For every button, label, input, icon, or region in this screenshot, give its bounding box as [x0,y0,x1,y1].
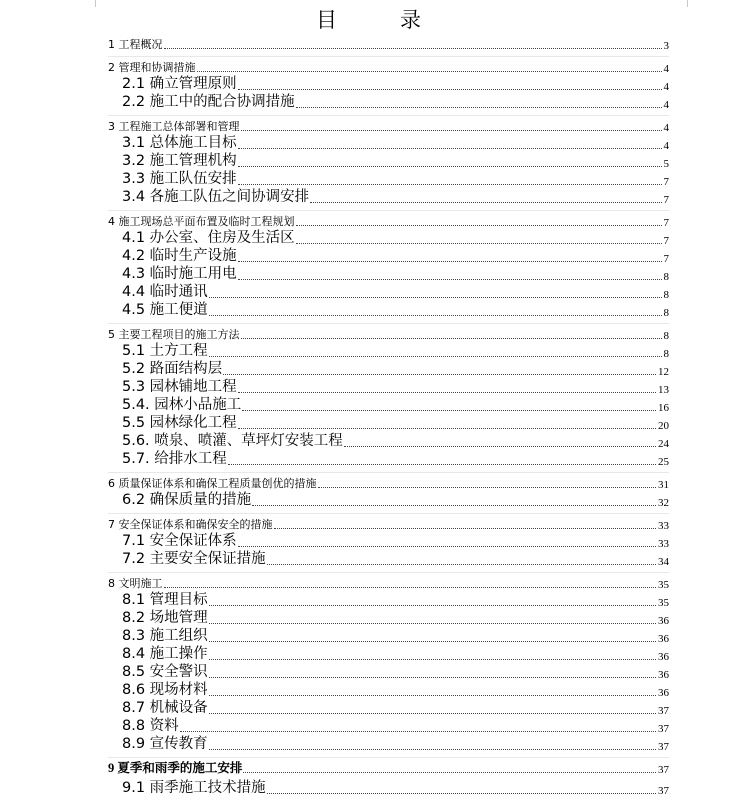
section-separator [108,56,669,57]
toc-entry-page: 7 [663,176,669,188]
toc-entry-page: 13 [658,384,669,396]
dot-leader [209,677,656,678]
toc-entry[interactable] [122,92,669,111]
toc-entry-title: 5.4. 园林小品施工 [122,397,242,413]
toc-entry-title: 8.6 现场材料 [122,682,208,698]
toc-entry-page: 36 [658,615,669,627]
toc-entry-page: 4 [663,122,669,134]
dot-leader [209,315,662,316]
dot-leader [209,713,656,714]
toc-entry-title: 4.5 施工便道 [122,302,208,318]
toc-entry-title: 7.2 主要安全保证措施 [122,551,266,567]
dot-leader [238,166,662,167]
toc-entry-title: 7.1 安全保证体系 [122,533,237,549]
toc-entry-page: 35 [658,579,669,591]
toc-entry[interactable] [122,449,669,468]
toc-entry-title: 5.7. 给排水工程 [122,451,227,467]
toc-entry-title: 6 质量保证体系和确保工程质量创优的措施 [108,477,317,490]
toc-entry-title: 8 文明施工 [108,577,163,590]
toc-entry-title: 5.5 园林绿化工程 [122,415,237,431]
toc-entry-page: 24 [658,438,669,450]
toc-entry-title: 3.2 施工管理机构 [122,153,237,169]
toc-entry[interactable] [122,490,669,509]
dot-leader [238,261,662,262]
toc-entry-page: 4 [663,140,669,152]
dot-leader [296,243,662,244]
toc-entry-title: 8.9 宣传教育 [122,736,208,752]
dot-leader [296,225,662,226]
dot-leader [209,605,656,606]
toc-entry-title: 2.1 确立管理原则 [122,76,237,92]
dot-leader [209,356,662,357]
toc-entry-page: 8 [663,307,669,319]
toc-entry-page: 3 [663,40,669,52]
toc-entry-page: 5 [663,158,669,170]
toc-entry-page: 33 [658,538,669,550]
toc-entry-page: 4 [663,99,669,111]
dot-leader [209,749,656,750]
toc-entry-page: 32 [658,497,669,509]
toc-entry-title: 5.3 园林铺地工程 [122,379,237,395]
section-separator [108,323,669,324]
toc-entry[interactable] [122,778,669,797]
toc-entry-title: 3 工程施工总体部署和管理 [108,120,240,133]
toc-entry[interactable] [122,187,669,206]
dot-leader [209,641,656,642]
dot-leader [296,107,662,108]
toc-entry-page: 7 [663,217,669,229]
toc-entry-page: 16 [658,402,669,414]
toc-entry[interactable] [108,37,669,52]
section-separator [108,210,669,211]
dot-leader [228,464,656,465]
toc-entry[interactable] [122,734,669,753]
toc-entry-page: 25 [658,456,669,468]
toc-entry-page: 31 [658,479,669,491]
section-separator [108,572,669,573]
dot-leader [252,505,656,506]
toc-entry-page: 37 [658,741,669,753]
toc-entry-page: 8 [663,289,669,301]
toc-entry-title: 2.2 施工中的配合协调措施 [122,94,295,110]
toc-entry-title: 8.7 机械设备 [122,700,208,716]
toc-entry-title: 9 夏季和雨季的施工安排 [108,761,243,775]
toc-entry-title: 2 管理和协调措施 [108,61,196,74]
dot-leader [209,297,662,298]
dot-leader [267,793,656,794]
section-separator [108,757,669,758]
section-separator [108,513,669,514]
toc-entry-title: 4.1 办公室、住房及生活区 [122,230,295,246]
toc-entry-page: 33 [658,520,669,532]
dot-leader [238,279,662,280]
toc-entry-title: 8.8 资料 [122,718,179,734]
dot-leader [318,487,657,488]
dot-leader [209,659,656,660]
toc-entry-page: 36 [658,651,669,663]
toc-entry-title: 5.2 路面结构层 [122,361,223,377]
toc-entry-page: 12 [658,366,669,378]
toc-entry-title: 3.4 各施工队伍之间协调安排 [122,189,310,205]
dot-leader [164,587,657,588]
toc-entry-page: 8 [663,330,669,342]
dot-leader [197,71,662,72]
toc-entry-title: 8.4 施工操作 [122,646,208,662]
dot-leader [243,772,656,773]
dot-leader [242,410,656,411]
dot-leader [274,528,657,529]
dot-leader [238,546,656,547]
toc-entry-title: 8.5 安全警识 [122,664,208,680]
toc-entry-page: 37 [658,785,669,797]
toc-entry-page: 7 [663,253,669,265]
toc-entry-title: 4.2 临时生产设施 [122,248,237,264]
toc-entry-title: 7 安全保证体系和确保安全的措施 [108,518,273,531]
toc-entry-title: 8.1 管理目标 [122,592,208,608]
toc-entry-page: 7 [663,194,669,206]
dot-leader [209,623,656,624]
dot-leader [209,695,656,696]
toc-entry-page: 4 [663,81,669,93]
dot-leader [164,48,662,49]
dot-leader [344,446,656,447]
dot-leader [180,731,656,732]
toc-entry-page: 20 [658,420,669,432]
toc-entry-title: 5.1 土方工程 [122,343,208,359]
dot-leader [238,89,662,90]
toc-entry-title: 5.6. 喷泉、喷灌、草坪灯安装工程 [122,433,343,449]
toc-title-text: 目 录 [316,8,421,32]
toc-entry[interactable] [122,300,669,319]
toc-entry-title: 3.1 总体施工目标 [122,135,237,151]
toc-entry[interactable] [122,549,669,568]
toc-entry-page: 4 [663,63,669,75]
toc-entry-page: 36 [658,669,669,681]
toc-entry-title: 4 施工现场总平面布置及临时工程规划 [108,215,295,228]
toc-entry-title: 4.4 临时通讯 [122,284,208,300]
section-separator [108,472,669,473]
toc-entry-page: 7 [663,235,669,247]
dot-leader [267,564,656,565]
toc-entry-page: 37 [658,705,669,717]
toc-entry-title: 1 工程概况 [108,38,163,51]
toc-entry-page: 37 [658,764,669,776]
toc-entry-title: 4.3 临时施工用电 [122,266,237,282]
dot-leader [238,392,656,393]
toc-entry-title: 6.2 确保质量的措施 [122,492,252,508]
dot-leader [223,374,656,375]
toc-entry-title: 3.3 施工队伍安排 [122,171,237,187]
toc-entry-page: 34 [658,556,669,568]
toc-entry-title: 8.3 施工组织 [122,628,208,644]
section-separator [108,115,669,116]
toc-entry-title: 9.1 雨季施工技术措施 [122,780,266,796]
toc-entry-page: 8 [663,348,669,360]
toc-entry-page: 8 [663,271,669,283]
toc-entry[interactable] [122,698,669,717]
dot-leader [241,130,662,131]
toc-entry-title: 5 主要工程项目的施工方法 [108,328,240,341]
toc-entry-page: 36 [658,633,669,645]
toc-entry-page: 37 [658,723,669,735]
dot-leader [241,338,662,339]
toc-entry[interactable] [108,761,669,776]
dot-leader [310,202,661,203]
toc-entry-page: 36 [658,687,669,699]
toc-entry-title: 8.2 场地管理 [122,610,208,626]
toc-entry-page: 35 [658,597,669,609]
dot-leader [238,148,662,149]
